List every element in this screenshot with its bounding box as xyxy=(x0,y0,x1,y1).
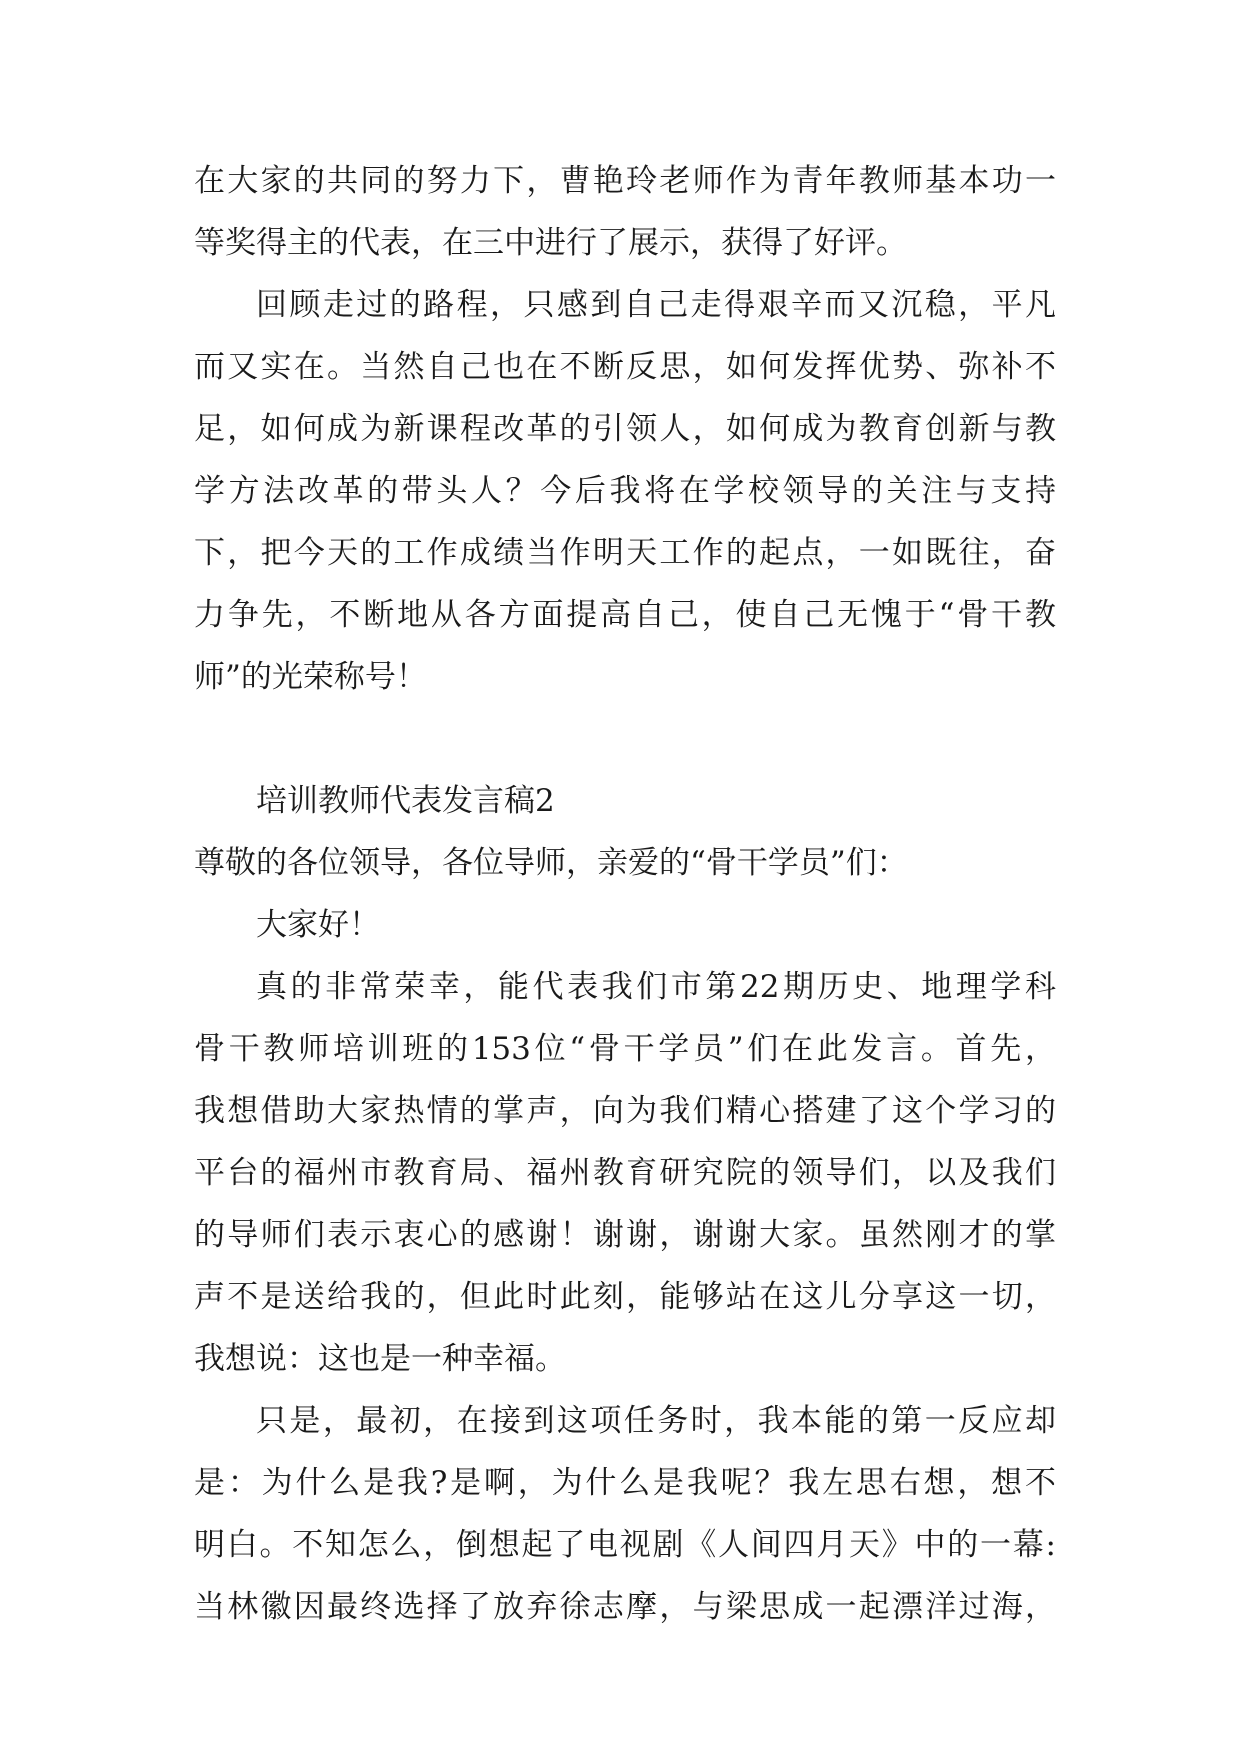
paragraph xyxy=(194,274,1056,708)
salutation: 尊敬的各位领导，各位导师，亲爱的“骨干学员”们： xyxy=(194,845,908,881)
text-line: 下，把今天的工作成绩当作明天工作的起点，一如既往，奋 xyxy=(194,535,1056,571)
text-line: 我想说：这也是一种幸福。 xyxy=(194,1341,566,1377)
text-line: 只是，最初，在接到这项任务时，我本能的第一反应却 xyxy=(256,1403,1056,1439)
text-line: 在大家的共同的努力下，曹艳玲老师作为青年教师基本功一 xyxy=(194,163,1056,199)
text-line: 而又实在。当然自己也在不断反思，如何发挥优势、弥补不 xyxy=(194,349,1056,385)
text-line: 声不是送给我的，但此时此刻，能够站在这儿分享这一切， xyxy=(194,1279,1056,1315)
text-line: 真的非常荣幸，能代表我们市第22期历史、地理学科 xyxy=(256,969,1056,1005)
paragraph xyxy=(194,1390,1056,1638)
text-line: 是：为什么是我?是啊，为什么是我呢？我左思右想，想不 xyxy=(194,1465,1056,1501)
greeting: 大家好！ xyxy=(256,907,380,943)
text-line: 骨干教师培训班的153位“骨干学员”们在此发言。首先， xyxy=(194,1031,1056,1067)
paragraph xyxy=(194,956,1056,1390)
document-body xyxy=(194,150,1056,1638)
text-line: 足，如何成为新课程改革的引领人，如何成为教育创新与教 xyxy=(194,411,1056,447)
text-line: 学方法改革的带头人？今后我将在学校领导的关注与支持 xyxy=(194,473,1056,509)
text-line: 平台的福州市教育局、福州教育研究院的领导们，以及我们 xyxy=(194,1155,1056,1191)
text-line: 明白。不知怎么，倒想起了电视剧《人间四月天》中的一幕: xyxy=(194,1527,1056,1563)
text-line: 当林徽因最终选择了放弃徐志摩，与梁思成一起漂洋过海， xyxy=(194,1589,1056,1625)
text-line: 回顾走过的路程，只感到自己走得艰辛而又沉稳，平凡 xyxy=(256,287,1056,323)
text-line: 师”的光荣称号！ xyxy=(194,659,427,695)
text-line: 的导师们表示衷心的感谢！谢谢，谢谢大家。虽然刚才的掌 xyxy=(194,1217,1056,1253)
section-title: 培训教师代表发言稿2 xyxy=(256,783,555,819)
paragraph xyxy=(194,150,1056,274)
text-line: 等奖得主的代表，在三中进行了展示，获得了好评。 xyxy=(194,225,907,261)
text-line: 力争先，不断地从各方面提高自己，使自己无愧于“骨干教 xyxy=(194,597,1056,633)
text-line: 我想借助大家热情的掌声，向为我们精心搭建了这个学习的 xyxy=(194,1093,1056,1129)
